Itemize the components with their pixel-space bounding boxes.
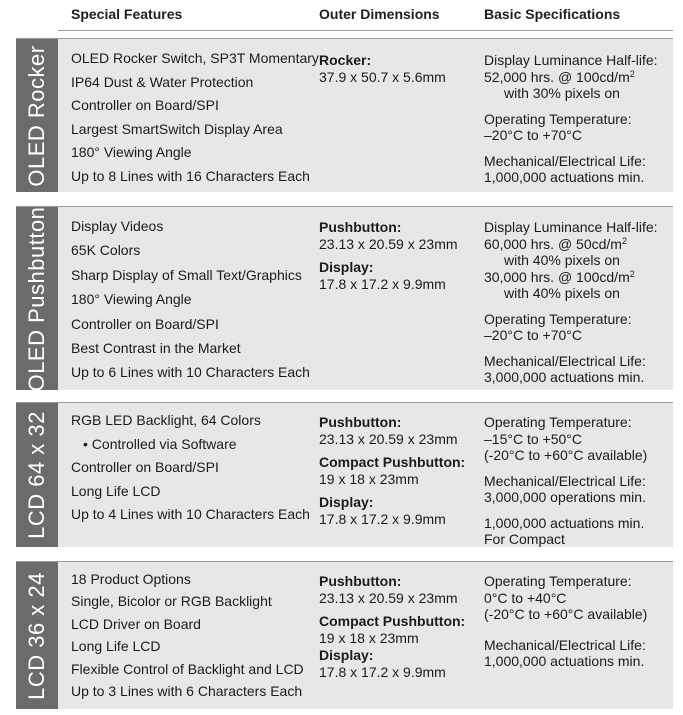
dimension-label: Compact Pushbutton: <box>319 613 466 629</box>
dimension-label: Display: <box>319 647 374 663</box>
feature-item: Controller on Board/SPI <box>71 97 219 113</box>
spec-title: Operating Temperature: <box>484 414 632 430</box>
spec-title: Mechanical/Electrical Life: <box>484 152 646 169</box>
spec-line: 1,000,000 actuations min. <box>484 653 645 669</box>
dimensions-list <box>319 219 484 299</box>
dimension-label: Compact Pushbutton: <box>319 454 466 470</box>
header-special-features: Special Features <box>71 6 183 22</box>
spec-line: 60,000 hrs. @ 50cd/m <box>484 235 622 252</box>
features-list <box>71 214 311 385</box>
specs-list <box>484 414 669 557</box>
feature-item: Long Life LCD <box>71 638 161 655</box>
dimensions-list <box>319 573 484 687</box>
feature-item: Up to 8 Lines with 16 Characters Each <box>71 167 310 184</box>
spec-title: Mechanical/Electrical Life: <box>484 472 646 489</box>
superscript: 2 <box>629 268 635 279</box>
product-row-lcd-36x24 <box>16 561 673 709</box>
dimension-value: 23.13 x 20.59 x 23mm <box>319 590 458 606</box>
features-list <box>71 47 319 188</box>
header-basic-specifications: Basic Specifications <box>484 6 621 22</box>
table-header <box>0 0 683 30</box>
spec-line: with 40% pixels on <box>504 252 620 268</box>
feature-item: Single, Bicolor or RGB Backlight <box>71 593 272 610</box>
dimension-value: 17.8 x 17.2 x 9.9mm <box>319 276 446 292</box>
feature-item: Up to 3 Lines with 6 Characters Each <box>71 683 303 700</box>
spec-title: Mechanical/Electrical Life: <box>484 352 646 369</box>
spec-line: 52,000 hrs. @ 100cd/m <box>484 68 630 85</box>
superscript: 2 <box>621 235 627 246</box>
spec-title: Mechanical/Electrical Life: <box>484 636 646 653</box>
category-label: LCD 36 x 24 <box>16 562 58 709</box>
spec-line: 1,000,000 actuations min. <box>484 169 645 185</box>
feature-item: IP64 Dust & Water Protection <box>71 73 254 90</box>
feature-item: 65K Colors <box>71 242 141 259</box>
spec-line: –20°C to +70°C <box>484 127 582 143</box>
dimension-label: Display: <box>319 259 374 275</box>
spec-title: Display Luminance Half-life: <box>484 52 658 68</box>
dimension-label: Pushbutton: <box>319 219 402 235</box>
category-label: OLED Rocker <box>16 39 58 192</box>
spec-line: –20°C to +70°C <box>484 327 582 343</box>
spec-title: 1,000,000 actuations min. <box>484 514 645 531</box>
feature-item: 180° Viewing Angle <box>71 144 192 160</box>
dimension-label: Display: <box>319 494 374 510</box>
dimension-value: 37.9 x 50.7 x 5.6mm <box>319 69 446 85</box>
feature-item: Largest SmartSwitch Display Area <box>71 120 283 137</box>
dimensions-list <box>319 52 484 92</box>
dimensions-list <box>319 414 484 534</box>
feature-item: Long Life LCD <box>71 482 161 499</box>
dimension-label: Pushbutton: <box>319 414 402 430</box>
feature-item: LCD Driver on Board <box>71 615 201 632</box>
header-divider <box>58 30 673 31</box>
specs-list <box>484 573 669 679</box>
product-row-oled-pushbutton <box>16 206 673 390</box>
spec-title: Operating Temperature: <box>484 310 632 327</box>
feature-item: Flexible Control of Backlight and LCD <box>71 660 304 677</box>
dimension-label: Pushbutton: <box>319 573 402 589</box>
feature-item: Best Contrast in the Market <box>71 340 241 357</box>
spec-title: Operating Temperature: <box>484 110 632 127</box>
feature-item: Up to 4 Lines with 10 Characters Each <box>71 506 310 522</box>
feature-item: RGB LED Backlight, 64 Colors <box>71 412 261 428</box>
spec-line: 3,000,000 operations min. <box>484 489 646 505</box>
spec-line: (-20°C to +60°C available) <box>484 447 648 463</box>
feature-item: 180° Viewing Angle <box>71 291 192 308</box>
spec-title: Operating Temperature: <box>484 573 632 589</box>
spec-line: –15°C to +50°C <box>484 430 582 447</box>
dimension-value: 19 x 18 x 23mm <box>319 471 419 487</box>
spec-line: with 30% pixels on <box>504 85 620 101</box>
product-row-lcd-64x32 <box>16 402 673 547</box>
feature-item: • Controlled via Software <box>83 435 237 452</box>
feature-item: Display Videos <box>71 218 164 234</box>
feature-item: Controller on Board/SPI <box>71 459 219 475</box>
category-label: LCD 64 x 32 <box>16 403 58 547</box>
spec-line: with 40% pixels on <box>504 285 620 301</box>
feature-item: Controller on Board/SPI <box>71 315 219 332</box>
features-list <box>71 409 311 527</box>
spec-line: 3,000,000 actuations min. <box>484 369 645 385</box>
feature-item: OLED Rocker Switch, SP3T Momentary <box>71 50 319 66</box>
spec-title: Display Luminance Half-life: <box>484 219 658 235</box>
spec-line: 0°C to +40°C <box>484 589 567 606</box>
spec-line: 30,000 hrs. @ 100cd/m <box>484 268 630 285</box>
dimension-value: 17.8 x 17.2 x 9.9mm <box>319 511 446 527</box>
dimension-value: 23.13 x 20.59 x 23mm <box>319 236 458 252</box>
dimension-label: Rocker: <box>319 52 372 68</box>
superscript: 2 <box>629 68 635 79</box>
specs-list <box>484 52 669 195</box>
features-list <box>71 568 311 702</box>
specs-list <box>484 219 669 395</box>
header-outer-dimensions: Outer Dimensions <box>319 6 440 22</box>
spec-line: For Compact <box>484 531 565 547</box>
product-row-oled-rocker <box>16 38 673 192</box>
feature-item: Up to 6 Lines with 10 Characters Each <box>71 364 310 381</box>
category-label: OLED Pushbutton <box>16 207 58 390</box>
spec-line: (-20°C to +60°C available) <box>484 606 648 622</box>
feature-item: 18 Product Options <box>71 571 191 587</box>
dimension-value: 23.13 x 20.59 x 23mm <box>319 431 458 447</box>
dimension-value: 17.8 x 17.2 x 9.9mm <box>319 664 446 680</box>
dimension-value: 19 x 18 x 23mm <box>319 630 419 646</box>
feature-item: Sharp Display of Small Text/Graphics <box>71 266 302 283</box>
